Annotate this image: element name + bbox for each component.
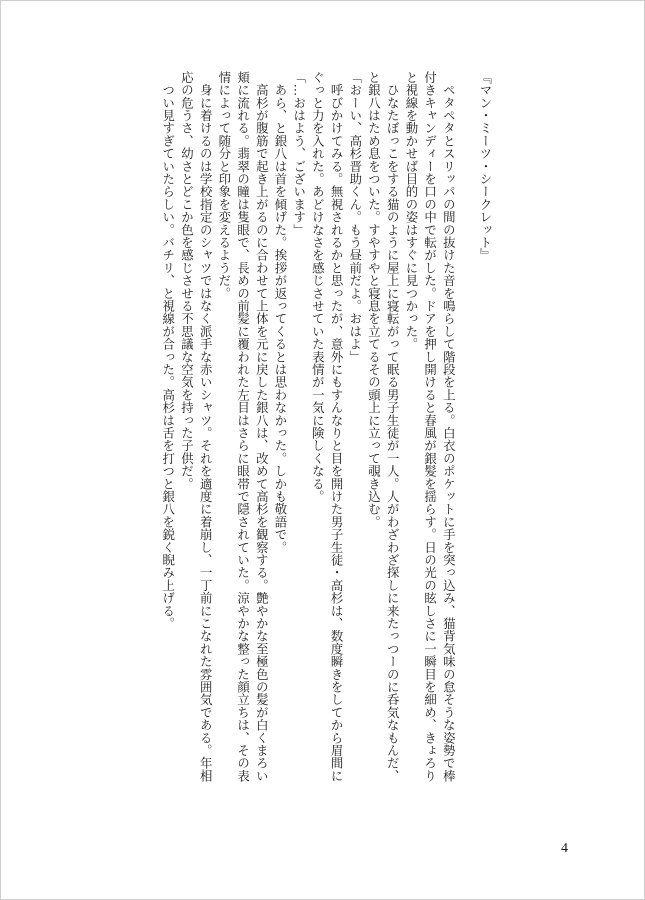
story-title: 『マン・ミーツ・シークレット』 <box>478 71 493 262</box>
text-line: 付きキャンディーを口の中で転がした。ドアを押し開けると春風が銀髪を揺らす。日の光の眩しさに一瞬目を細め、きょろり <box>422 71 438 783</box>
text-line: 呼びかけてみる。無視されるかと思ったが、意外にもすんなりと目を開けた男子生徒・高杉は、数度瞬きをしてから眉間に <box>329 71 345 783</box>
vertical-text-block <box>158 71 494 783</box>
text-line: 頬に流れる。翡翠の瞳は隻眼で、長めの前髪に覆われた左目はさらに眼帯で隠されていた。涼やかな整った顔立ちは、その表 <box>235 71 251 783</box>
text-line: ひなたぼっこをする猫のように屋上に寝転がって眠る男子生徒が一人。人がわざわざ探しに来たっつーのに呑気なもんだ、 <box>385 71 401 783</box>
text-line: と視線を動かせば目的の姿はすぐに見つかった。 <box>403 71 419 351</box>
text-line: 情によって随分と印象を変えるようだ。 <box>216 71 232 300</box>
text-line: 応の危うさ、幼さとどこか色を感じさせる不思議な空気を持った子供だ。 <box>179 71 195 491</box>
text-line: 高杉が腹筋で起き上がるのに合わせて上体を元に戻した銀八は、改めて高杉を観察する。艶やかな至極色の髪が白くまろい <box>254 71 270 783</box>
text-line: 身に着けるのは学校指定のシャツではなく派手な赤いシャツ。それを適度に着崩し、一丁前にこなれた雰囲気である。年相 <box>198 71 214 783</box>
page-number: 4 <box>561 841 568 856</box>
text-line: 「…おはよう、ございます」 <box>291 71 307 237</box>
text-line: あら、と銀八は首を傾げた。挨拶が返ってくるとは思わなかった。しかも敬語で。 <box>272 71 288 554</box>
text-line: ペタペタとスリッパの間の抜けた音を鳴らして階段を上る。白衣のポケットに手を突っ込み、猫背気味の怠そうな姿勢で棒 <box>441 71 457 783</box>
text-line: ぐっと力を入れた。あどけなさを感じさせていた表情が一気に険しくなる。 <box>310 71 326 503</box>
text-line: と銀八はため息をついた。すやすやと寝息を立てるその頭上に立って覗き込む。 <box>366 71 382 529</box>
text-line: つい見すぎていたらしい。バチリ、と視線が合った。高杉は舌を打つと銀八を鋭く睨み上げる。 <box>160 71 176 630</box>
text-line: 「おーい、高杉晋助くん。もう昼前だよ。おはよ」 <box>347 71 363 364</box>
